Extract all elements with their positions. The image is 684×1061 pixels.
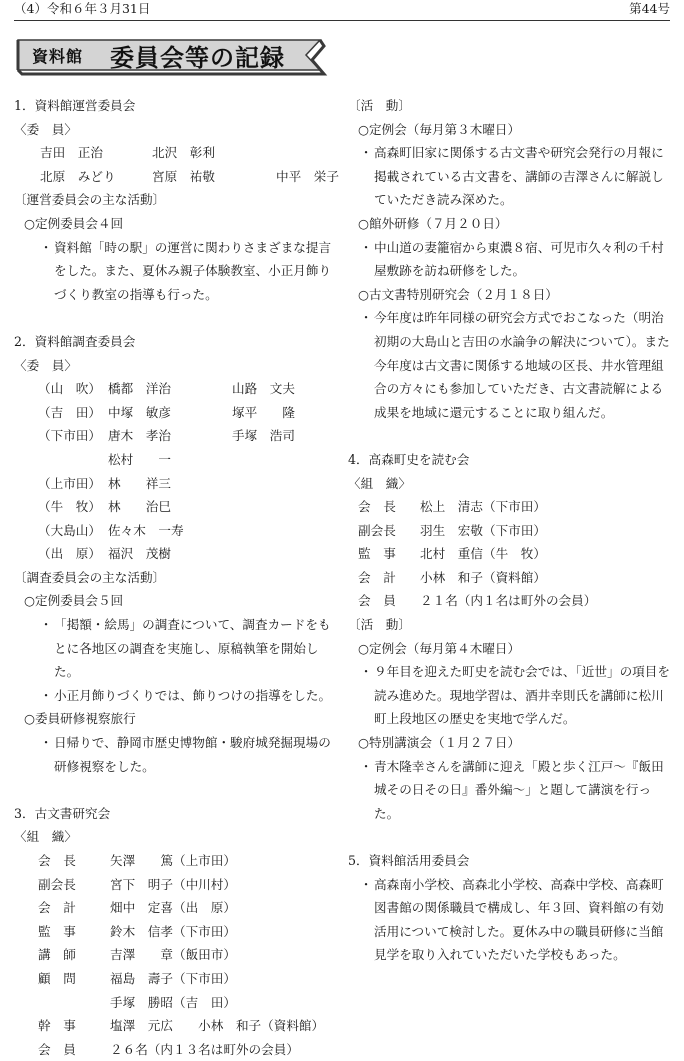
bullet-item: ・ 高森南小学校、高森北小学校、高森中学校、高森町図書館の関係職員で構成し、年３回、資料館の有効活用について検討した。夏休み中の職員研修に当館見学を取り入れていただいた学校もあった。 xyxy=(348,873,670,967)
issue-number: 第44号 xyxy=(629,1,670,16)
lecture-item: ○特別講演会（１月２７日） xyxy=(358,735,521,751)
members-row xyxy=(14,542,336,566)
members-row xyxy=(14,377,336,401)
member-name: 吉田 正治 xyxy=(40,145,103,161)
area-name: （吉 田） xyxy=(38,404,101,420)
org-name: 北村 重信（牛 牧） xyxy=(420,546,546,562)
org-row xyxy=(14,1014,336,1038)
org-label: 〈組 織〉 xyxy=(14,829,77,845)
org-name: 畑中 定喜（出 原） xyxy=(110,900,236,916)
org-row xyxy=(14,896,336,920)
org-role: 会 員 xyxy=(358,593,396,609)
org-name: ２６名（内１３名は町外の会員） xyxy=(110,1041,299,1057)
org-role: 会 計 xyxy=(38,900,76,916)
org-row xyxy=(14,873,336,897)
org-name: 手塚 勝昭（吉 田） xyxy=(110,994,236,1010)
bullet-text: 資料館「時の駅」の運営に関わりさまざまな提言をした。また、夏休み親子体験教室、小正月飾りづくり教室の指導も行った。 xyxy=(54,239,332,302)
left-column xyxy=(14,94,339,1061)
page-header xyxy=(14,0,670,21)
org-row xyxy=(14,920,336,944)
bullet-text: 青木隆幸さんを講師に迎え「殿と歩く江戸～『飯田城その日その日』番外編～」と題して講演を行った。 xyxy=(374,758,664,821)
meeting-item: ○定例委員会５回 xyxy=(24,593,124,609)
bullet-text: 今年度は昨年同様の研究会方式でおこなった（明治初期の大島山と吉田の水論争の解決について）。また今年度は古文書に関係する地域の区長、井水管理組合の方々にも参加していただき、古文書読解による成果を地域に還元することに取り組んだ。 xyxy=(374,310,670,420)
bullet-text: 小正月飾りづくりでは、飾りつけの指導をした。 xyxy=(54,687,332,703)
section-heading: 5．資料館活用委員会 xyxy=(348,853,470,868)
bullet-item: ・ 「掲額・絵馬」の調査について、調査カードをもとに各地区の調査を実施し、原稿執筆を開始した。 xyxy=(14,613,336,684)
member-name: 北沢 彰利 xyxy=(152,145,215,161)
bullet-text: 日帰りで、静岡市歴史博物館・駿府城発掘現場の研修視察をした。 xyxy=(54,735,331,774)
org-row xyxy=(14,1038,336,1061)
member-name: 林 治巳 xyxy=(108,499,171,515)
member-name: 中平 栄子 xyxy=(276,168,339,184)
trip-item: ○館外研修（７月２０日） xyxy=(358,215,508,231)
members-label: 〈委 員〉 xyxy=(14,121,77,137)
members-row xyxy=(14,519,336,543)
banner-title: 委員会等の記録 xyxy=(110,44,285,72)
org-name: 福島 壽子（下市田） xyxy=(110,970,236,986)
bullet-item: ・ 高森町旧家に関係する古文書や研究会発行の月報に掲載されている古文書を、講師の吉澤さんに解説していただき読み深めた。 xyxy=(348,141,670,212)
meeting-item: ○定例委員会４回 xyxy=(24,215,124,231)
org-row xyxy=(14,849,336,873)
training-item: ○委員研修視察旅行 xyxy=(24,711,136,727)
org-name: 松上 清志（下市田） xyxy=(420,499,546,515)
org-role: 幹 事 xyxy=(38,1018,76,1034)
org-name: 宮下 明子（中川村） xyxy=(110,876,236,892)
members-row xyxy=(14,401,336,425)
members-row xyxy=(14,495,336,519)
section-heading: 2．資料館調査委員会 xyxy=(14,333,136,349)
member-name: 手塚 浩司 xyxy=(232,428,295,444)
org-name: 矢澤 篤（上市田） xyxy=(110,853,236,868)
org-name: 塩澤 元広 小林 和子（資料館） xyxy=(110,1018,325,1034)
activities-label: 〔運営委員会の主な活動〕 xyxy=(14,192,166,208)
banner-label: 資料館 xyxy=(32,47,84,66)
bullet-item: ・ 中山道の妻籠宿から東濃８宿、可児市久々利の千村屋敷跡を訪ね研修をした。 xyxy=(348,236,670,283)
section-banner xyxy=(12,34,338,76)
org-role: 会 員 xyxy=(38,1041,76,1057)
member-name: 塚平 隆 xyxy=(232,404,295,420)
org-role: 会 計 xyxy=(358,569,396,585)
org-name: 羽生 宏敬（下市田） xyxy=(420,522,546,538)
member-name: 佐々木 一寿 xyxy=(108,522,184,538)
org-role: 監 事 xyxy=(358,546,396,562)
bullet-item: ・ 今年度は昨年同様の研究会方式でおこなった（明治初期の大島山と吉田の水論争の解決について）。また今年度は古文書に関係する地域の区長、井水管理組合の方々にも参加していただき、古文書読解による成果を地域に還元することに取り組んだ。 xyxy=(348,306,670,424)
section-heading: 3．古文書研究会 xyxy=(14,805,111,821)
org-row xyxy=(348,589,670,613)
org-row xyxy=(348,519,670,543)
org-row xyxy=(14,943,336,967)
org-name: 吉澤 章（飯田市） xyxy=(110,947,236,963)
area-name: （上市田） xyxy=(38,475,101,491)
member-name: 林 祥三 xyxy=(108,475,171,491)
bullet-item: ・ 青木隆幸さんを講師に迎え「殿と歩く江戸～『飯田城その日その日』番外編～」と題して講演を行った。 xyxy=(348,755,670,826)
issue-date: （4）令和６年３月31日 xyxy=(14,1,151,16)
bullet-text: 高森町旧家に関係する古文書や研究会発行の月報に掲載されている古文書を、講師の吉澤さんに解説していただき読み深めた。 xyxy=(374,145,664,208)
member-name: 唐木 孝治 xyxy=(108,428,171,444)
member-name: 橋都 洋治 xyxy=(108,381,171,397)
member-name: 宮原 祐敬 xyxy=(152,168,215,184)
org-row xyxy=(348,566,670,590)
org-role: 副会長 xyxy=(358,522,396,538)
area-name: （牛 牧） xyxy=(38,499,101,515)
member-name: 中塚 敏彦 xyxy=(108,404,171,420)
area-name: （大島山） xyxy=(38,522,101,538)
org-role: 副会長 xyxy=(38,876,76,892)
bullet-item: ・ ９年目を迎えた町史を読む会では、「近世」の項目を読み進めた。現地学習は、酒井幸則氏を講師に松川町上段地区の歴史を実地で学んだ。 xyxy=(348,660,670,731)
org-name: 小林 和子（資料館） xyxy=(420,569,546,585)
bullet-text: 中山道の妻籠宿から東濃８宿、可児市久々利の千村屋敷跡を訪ね研修をした。 xyxy=(374,239,664,279)
section-heading: 1．資料館運営委員会 xyxy=(14,98,136,113)
member-name: 福沢 茂樹 xyxy=(108,546,171,562)
area-name: （出 原） xyxy=(38,546,101,562)
bullet-item: ・ 資料館「時の駅」の運営に関わりさまざまな提言をした。また、夏休み親子体験教室、小正月飾りづくり教室の指導も行った。 xyxy=(14,236,336,307)
members-row xyxy=(14,424,336,448)
bullet-text: 「掲額・絵馬」の調査について、調査カードをもとに各地区の調査を実施し、原稿執筆を開始した。 xyxy=(54,617,331,680)
org-row xyxy=(348,542,670,566)
org-role: 顧 問 xyxy=(38,970,76,986)
org-row xyxy=(14,991,336,1015)
org-role: 監 事 xyxy=(38,923,76,939)
members-label: 〈委 員〉 xyxy=(14,357,77,373)
bullet-text: ９年目を迎えた町史を読む会では、「近世」の項目を読み進めた。現地学習は、酒井幸則氏を講師に松川町上段地区の歴史を実地で学んだ。 xyxy=(374,664,670,727)
org-role: 講 師 xyxy=(38,947,76,963)
org-name: 鈴木 信孝（下市田） xyxy=(110,923,236,939)
activities-label: 〔活 動〕 xyxy=(348,617,411,633)
members-row xyxy=(14,141,336,165)
meeting-item: ○定例会（毎月第４木曜日） xyxy=(358,640,521,656)
right-column xyxy=(348,94,670,967)
org-label: 〈組 織〉 xyxy=(348,475,411,491)
bullet-item: ・ 小正月飾りづくりでは、飾りつけの指導をした。 xyxy=(14,684,336,708)
member-name: 山路 文夫 xyxy=(232,381,295,397)
area-name: （下市田） xyxy=(38,428,101,444)
member-name: 松村 一 xyxy=(108,451,171,467)
org-role: 会 長 xyxy=(38,853,76,868)
members-row xyxy=(14,448,336,472)
area-name: （山 吹） xyxy=(38,381,101,397)
bullet-text: 高森南小学校、高森北小学校、高森中学校、高森町図書館の関係職員で構成し、年３回、資料館の有効活用について検討した。夏休み中の職員研修に当館見学を取り入れていただいた学校もあった。 xyxy=(374,876,664,963)
meeting-item: ○定例会（毎月第３木曜日） xyxy=(358,121,521,137)
members-row xyxy=(14,472,336,496)
org-name: ２１名（内１名は町外の会員） xyxy=(420,593,597,609)
activities-label: 〔活 動〕 xyxy=(348,98,411,113)
section-heading: 4．高森町史を読む会 xyxy=(348,451,470,467)
member-name: 北原 みどり xyxy=(40,168,116,184)
special-item: ○古文書特別研究会（２月１８日） xyxy=(358,286,558,302)
org-row xyxy=(14,967,336,991)
org-row xyxy=(348,495,670,519)
activities-label: 〔調査委員会の主な活動〕 xyxy=(14,569,166,585)
members-row xyxy=(14,165,339,189)
org-role: 会 長 xyxy=(358,499,396,515)
bullet-item: ・ 日帰りで、静岡市歴史博物館・駿府城発掘現場の研修視察をした。 xyxy=(14,731,336,778)
